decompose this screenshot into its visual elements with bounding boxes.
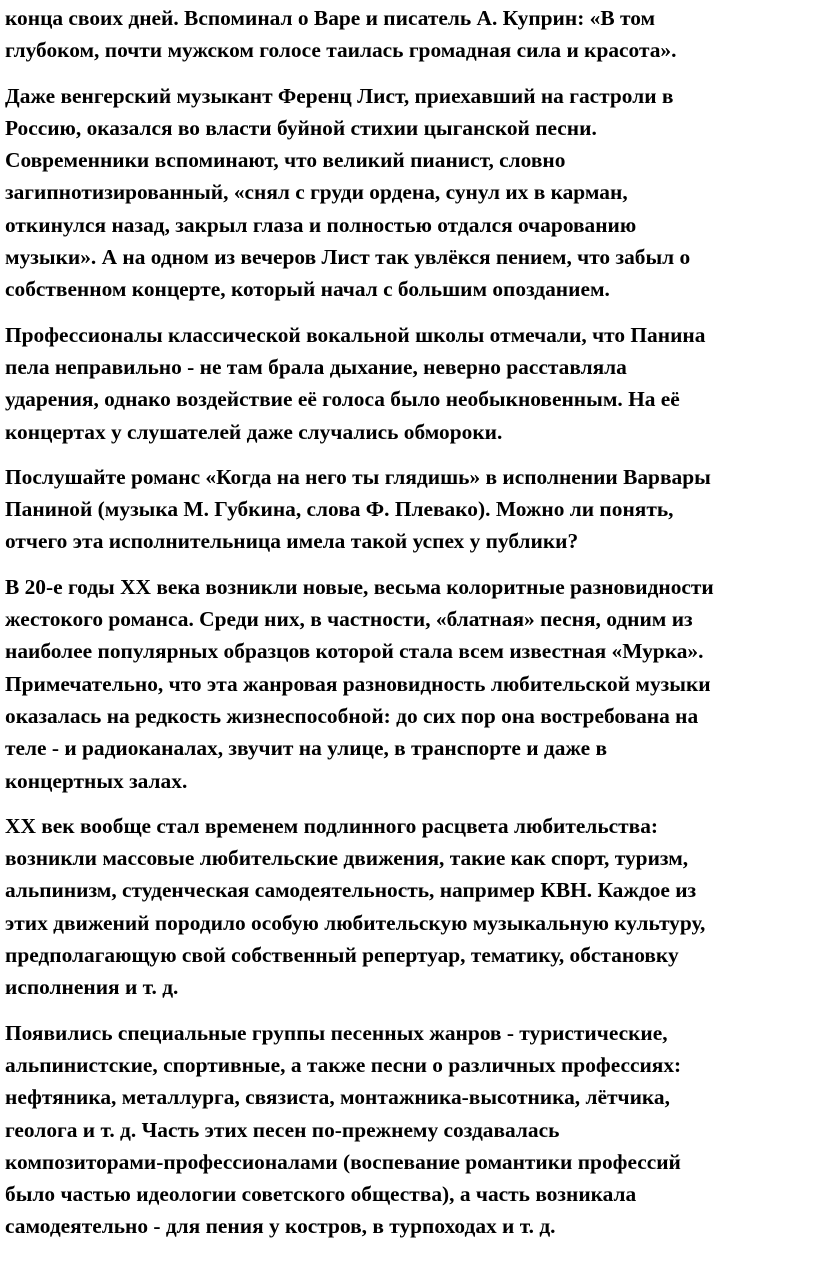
paragraph-vocal-school: Профессионалы классической вокальной школы отмечали, что Панина пела неправильно - не там брала дыхание, неверно расставляла ударения, однако воздействие её голоса было необыкновенным. На её концертах у слушателей даже случались обмороки. (5, 322, 706, 444)
paragraph-xx-century: XX век вообще стал временем подлинного расцвета любительства: возникли массовые любительские движения, такие как спорт, туризм, альпинизм, студенческая самодеятельность, например КВН. Каждое из этих движений породило особую любительскую музыкальную культуру, предполагающую свой собственный репертуар, тематику, обстановку исполнения и т. д. (5, 813, 706, 1000)
paragraph-song-genres: Появились специальные группы песенных жанров - туристические, альпинистские, спортивные, а также песни о различных профессиях: нефтяника, металлурга, связиста, монтажника-высотника, лётчика, геолога и т. д. Часть этих песен по-прежнему создавалась композиторами-профессионалами (воспевание романтики профессий было частью идеологии советского общества), а часть возникала самодеятельно - для пения у костров, в турпоходах и т. д. (5, 1020, 682, 1239)
paragraph-liszt: Даже венгерский музыкант Ференц Лист, приехавший на гастроли в Россию, оказался во власти буйной стихии цыганской песни. Современники вспоминают, что великий пианист, словно загипнотизированный, «снял с груди ордена, сунул их в карман, откинулся назад, закрыл глаза и полностью отдался очарованию музыки». А на одном из вечеров Лист так увлёкся пением, что забыл о собственном концерте, который начал с большим опозданием. (5, 83, 691, 302)
paragraph-listen-task: Послушайте романс «Когда на него ты глядишь» в исполнении Варвары Паниной (музыка М. Губкина, слова Ф. Плевако). Можно ли понять, отчего эта исполнительница имела такой успех у публики? (5, 464, 711, 554)
paragraph-20s-romance: В 20-е годы XX века возникли новые, весьма колоритные разновидности жестокого романса. Среди них, в частности, «блатная» песня, одним из наиболее популярных образцов которой стала всем известная «Мурка». Примечательно, что эта жанровая разновидность любительской музыки оказалась на редкость жизнеспособной: до сих пор она востребована на теле - и радиоканалах, звучит на улице, в транспорте и даже в концертных залах. (5, 574, 714, 793)
paragraph-kuprin-quote: конца своих дней. Вспоминал о Варе и писатель А. Куприн: «В том глубоком, почти мужском голосе таилась громадная сила и красота». (5, 6, 677, 63)
